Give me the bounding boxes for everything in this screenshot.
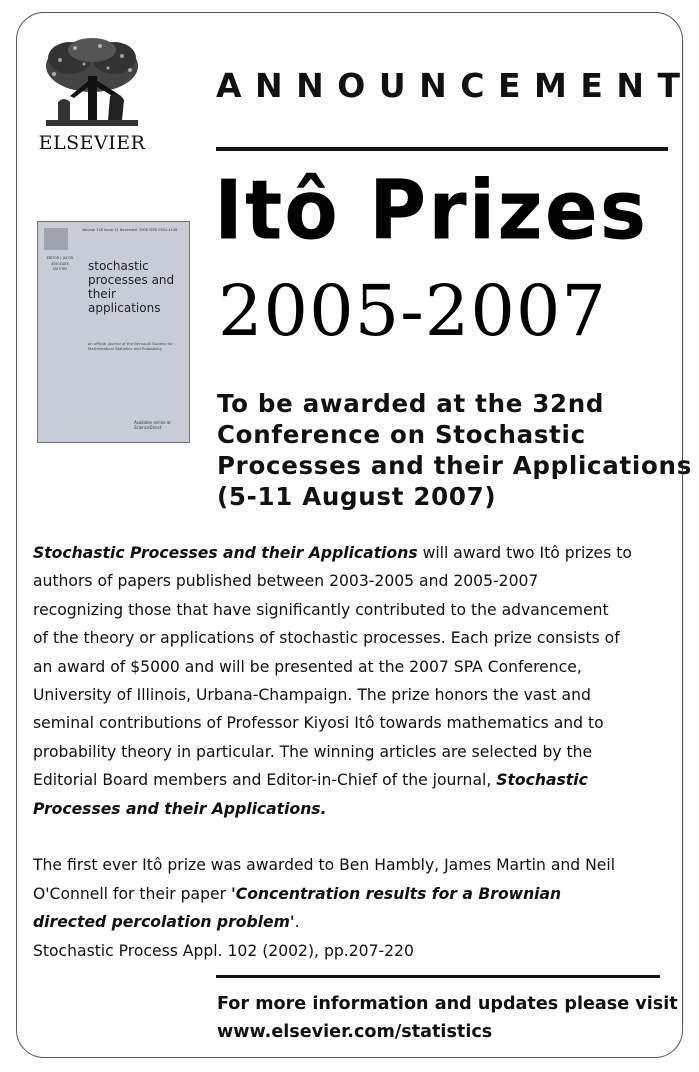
text: . [294, 913, 300, 932]
announcement-heading: ANNOUNCEMENT [216, 66, 694, 105]
subtitle-block [217, 388, 692, 512]
cover-footer: Available online at ScienceDirect [134, 420, 171, 430]
paragraph-line: authors of papers published between 2003-2005 and 2005-2007 [33, 572, 539, 591]
cover-title: stochastic processes and their applications [88, 259, 175, 315]
paragraph-line: The first ever Itô prize was awarded to Ben Hambly, James Martin and Neil [33, 856, 616, 875]
paragraph-line: Processes and their Applications. [33, 799, 327, 818]
journal-name: Stochastic Processes and their Applications [33, 544, 418, 562]
text: will award two Itô prizes to [417, 544, 632, 562]
journal-name: Stochastic [496, 771, 588, 790]
elsevier-logo [38, 36, 146, 154]
subtitle-line: (5-11 August 2007) [217, 482, 497, 511]
announcement-body [33, 539, 673, 965]
footer-text: For more information and updates please visit [217, 994, 678, 1014]
subtitle-line: Conference on Stochastic [217, 420, 586, 449]
paragraph-line [33, 908, 673, 936]
subtitle-line: Processes and their Applications [217, 451, 692, 480]
tree-icon [40, 36, 144, 132]
cover-logo-icon [44, 228, 68, 250]
paragraph-spacer [33, 823, 673, 851]
paper-title: 'Concentration results for a Brownian [230, 884, 562, 903]
paragraph-line [33, 880, 673, 908]
publisher-name: ELSEVIER [38, 132, 146, 154]
bottom-divider [216, 975, 660, 978]
paragraph-line: an award of $5000 and will be presented at the 2007 SPA Conference, [33, 657, 582, 676]
cover-top-line: Volume 116 Issue 11 November 2006 ISSN 0304-4149 [82, 228, 178, 232]
paragraph-line: recognizing those that have significantly contributed to the advancement [33, 600, 609, 619]
cover-editorial-list: EDITOR J. JACOD ASSOCIATE EDITORS [46, 256, 74, 271]
prize-title: Itô Prizes [214, 164, 649, 259]
footer-info [217, 990, 678, 1046]
paragraph-line [33, 539, 673, 567]
paragraph-line: probability theory in particular. The winning articles are selected by the [33, 742, 593, 761]
subtitle-line: To be awarded at the 32nd [217, 389, 605, 418]
top-divider [216, 147, 668, 151]
paragraph-line: of the theory or applications of stochastic processes. Each prize consists of [33, 629, 620, 648]
cover-subtitle: an official journal of the Bernoulli Society for Mathematical Statistics and Probability [88, 341, 173, 351]
text: O'Connell for their paper [33, 884, 231, 903]
website-link[interactable]: www.elsevier.com/statistics [217, 1022, 493, 1042]
citation: Stochastic Process Appl. 102 (2002), pp.207-220 [33, 941, 414, 960]
paper-title: directed percolation problem' [33, 913, 295, 932]
paragraph-line [33, 766, 673, 794]
prize-years: 2005-2007 [218, 270, 607, 352]
paragraph-line: University of Illinois, Urbana-Champaign. The prize honors the vast and [33, 686, 591, 705]
text: Editorial Board members and Editor-in-Chief of the journal, [33, 771, 497, 790]
paragraph-line: seminal contributions of Professor Kiyosi Itô towards mathematics and to [33, 714, 604, 733]
journal-cover-image [37, 221, 190, 443]
